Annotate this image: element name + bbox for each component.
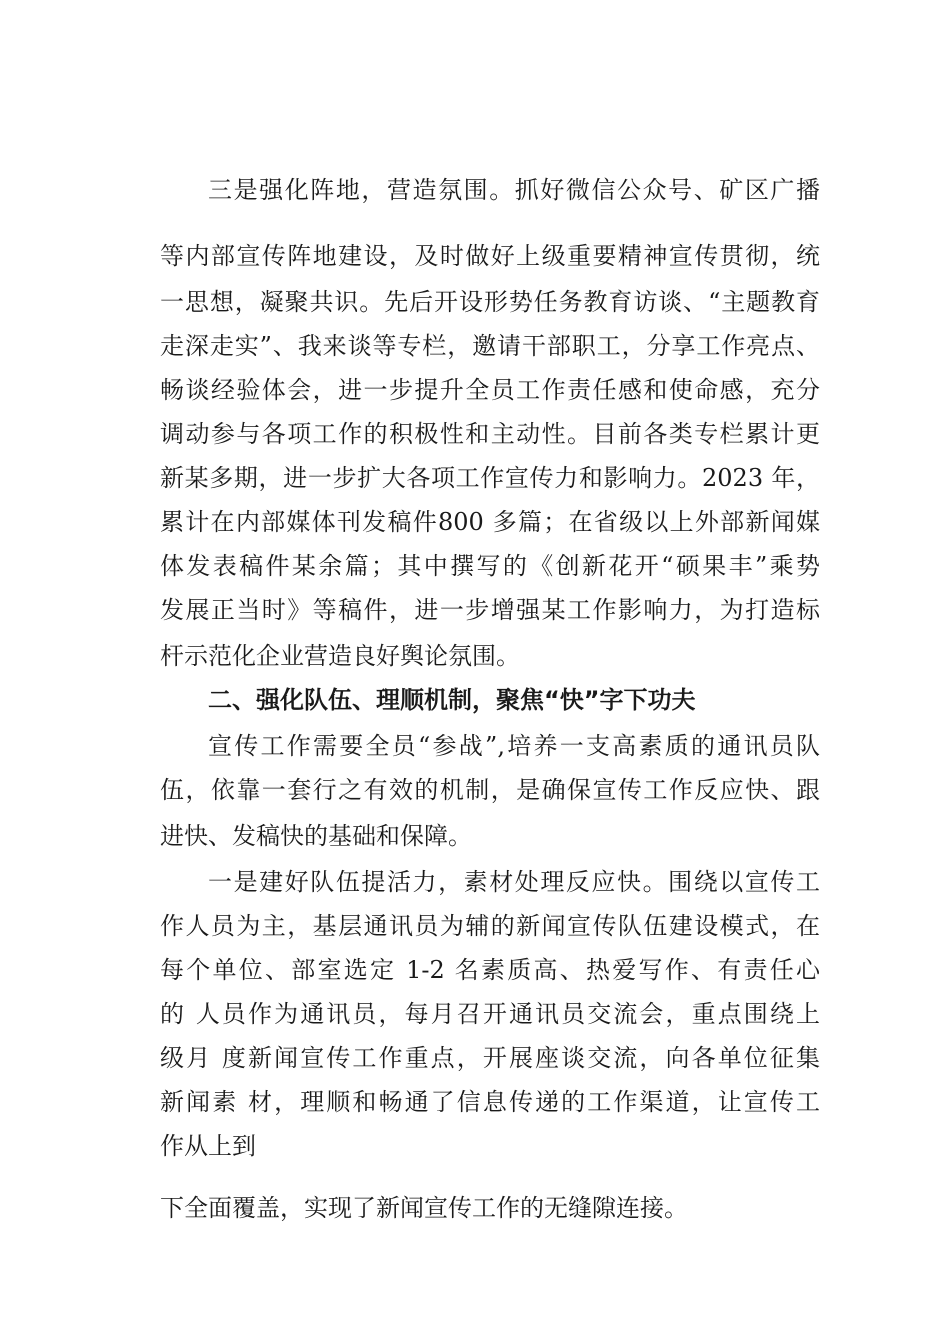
section-heading: 二、强化队伍、理顺机制，聚焦“快”字下功夫 [208,686,696,714]
paragraph-line: 作从上到 [160,1132,256,1160]
paragraph-line: 一是建好队伍提活力，素材处理反应快。围绕以宣传工 [208,868,820,896]
paragraph-line: 杆示范化企业营造良好舆论氛围。 [160,642,520,670]
paragraph-line: 级月 度新闻宣传工作重点，开展座谈交流，向各单位征集 [160,1044,820,1072]
paragraph-line: 进快、发稿快的基础和保障。 [160,822,472,850]
paragraph-line: 走深走实”、我来谈等专栏，邀请干部职工，分享工作亮点、 [160,332,820,360]
paragraph-line: 伍，依靠一套行之有效的机制，是确保宣传工作反应快、跟 [160,776,820,804]
paragraph-line: 畅谈经验体会，进一步提升全员工作责任感和使命感，充分 [160,376,820,404]
paragraph-line: 体发表稿件某余篇；其中撰写的《创新花开“硕果丰”乘势 [160,552,820,580]
paragraph-line: 累计在内部媒体刊发稿件800 多篇；在省级以上外部新闻媒 [160,508,820,536]
paragraph-line: 发展正当时》等稿件，进一步增强某工作影响力，为打造标 [160,596,820,624]
paragraph-line: 新闻素 材，理顺和畅通了信息传递的工作渠道，让宣传工 [160,1088,820,1116]
paragraph-line: 等内部宣传阵地建设，及时做好上级重要精神宣传贯彻，统 [160,242,820,270]
paragraph-line: 一思想，凝聚共识。先后开设形势任务教育访谈、“主题教育 [160,288,820,316]
paragraph-line: 调动参与各项工作的积极性和主动性。目前各类专栏累计更 [160,420,820,448]
paragraph-line: 的 人员作为通讯员，每月召开通讯员交流会，重点围绕上 [160,1000,820,1028]
paragraph-line: 作人员为主，基层通讯员为辅的新闻宣传队伍建设模式，在 [160,912,820,940]
paragraph-line: 宣传工作需要全员“参战”,培养一支高素质的通讯员队 [208,732,820,760]
paragraph-line: 新某多期，进一步扩大各项工作宣传力和影响力。2023 年， [160,464,820,492]
paragraph-line: 三是强化阵地，营造氛围。抓好微信公众号、矿区广播 [208,176,820,204]
paragraph-line: 每个单位、部室选定 1-2 名素质高、热爱写作、有责任心 [160,956,820,984]
paragraph-line: 下全面覆盖，实现了新闻宣传工作的无缝隙连接。 [160,1194,688,1222]
